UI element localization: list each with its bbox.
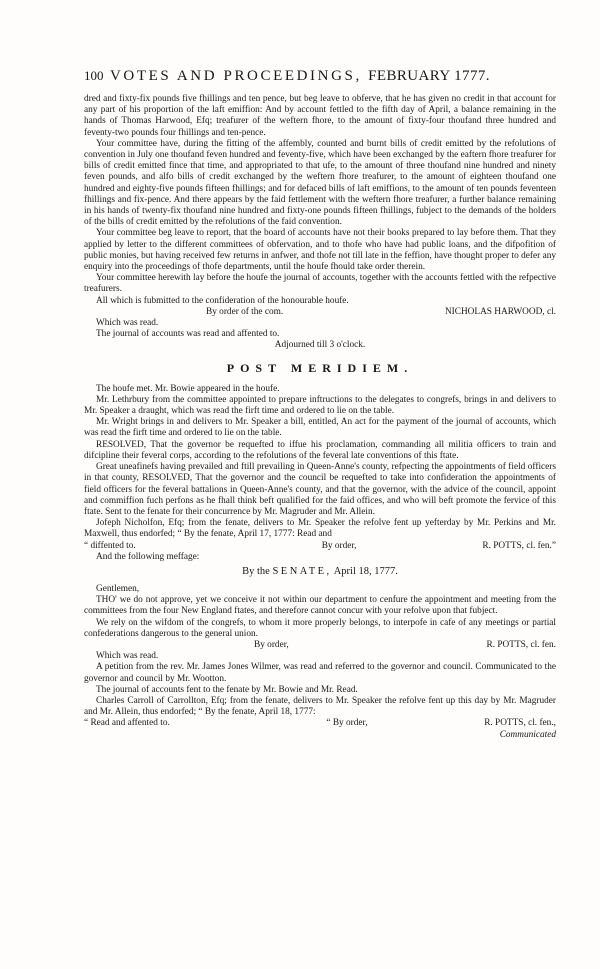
message-signature [84,640,556,651]
salutation: Gentlemen, [96,583,140,594]
proceeding-paragraph: A petition from the rev. Mr. James Jones Wilmer, was read and referred to the governor and council. Communicated to the governor and council by Mr. Wootton. [84,662,556,684]
adjourned-line: Adjourned till 3 o'clock. [274,340,366,351]
by-order-text: By order of the com. [206,306,284,317]
catchword: Communicated [499,729,556,740]
assented-text: “ Read and affented to. [84,718,170,729]
which-was-read: Which was read. [96,318,159,329]
committee-signature [84,307,556,318]
running-title [110,68,490,85]
dissented-line [84,541,556,552]
proceeding-paragraph: Mr. Lethrbury from the committee appointed to prepare inftructions to the delegates to congrefs, brings in and delivers to Mr. Speaker a draught, which was read the firft time and ordered to lie on the table. [84,394,556,417]
proceeding-paragraph: The houfe met. Mr. Bowie appeared in the houfe. [96,383,280,394]
page-header [84,68,556,90]
signer-name: R. POTTS, cl. fen.” [482,540,556,551]
closing-proceedings [84,651,556,718]
proceeding-paragraph: Charles Carroll of Carrollton, Efq; from the fenate, delivers to Mr. Speaker the refolve fent up this day by Mr. Magruder and Mr. Allein, thus endorfed; “ By the fenate, April 18, 1777: [84,695,556,718]
report-paragraph: Your committee have, during the fitting of the affembly, counted and burnt bills of credit emitted by the refolutions of convention in July one thoufand feven hundred and feventy-five, which have been exchanged by the eaftern fhore treafurer for bills of credit emitted fince that time, and appropriated to that ufe, to the amount of three thoufand nine hundred and ninety feven pounds, and alfo bills of credit exchanged by the weftern fhore treafurer, to the amount of eighteen thoufand one hundred and eighty-five pounds fifteen fhillings; and for defaced bills of laft emiffions, to the amount of ten pounds feventeen fhillings and fix-pence. And there appears by the faid fettlement with the weftern fhore treafurer, a further balance remaining in his hands of twenty-fix thoufand nine hundred and fixty-one pounds fifteen fhillings, fubject to the demands of the holders of the bills of credit emitted by the refolutions of the faid convention. [84,138,556,228]
dissented-text: “ diffented to. [84,540,136,551]
proceeding-paragraph: Mr. Wright brings in and delivers to Mr. Speaker a bill, entitled, An act for the payment of the journal of accounts, which was read the firft time and ordered to lie on the table. [84,417,556,439]
proceeding-paragraph: Jofeph Nicholfon, Efq; from the fenate, delivers to Mr. Speaker the refolve fent up yefterday by Mr. Perkins and Mr. Maxwell, thus endorfed; “ By the fenate, April 17, 1777: Read and [84,518,556,540]
by-order-text: By order, [254,639,289,650]
senate-heading-senate: SENATE, [272,565,332,577]
following-message: And the following meffage: [96,551,200,562]
running-title-text: VOTES AND PROCEEDINGS, [110,68,362,84]
message-paragraph: THO' we do not approve, yet we conceive it not within our department to cenfure the appointment and meeting from the committees from the four New England ftates, and therefore cannot concur with your refolve upon that fubject. [84,595,556,617]
page-number: 100 [84,68,104,83]
report-paragraph: Your committee herewith lay before the houfe the journal of accounts, together with the accounts fettled with the refpective treafurers. [84,273,556,295]
catchword-row [84,730,556,741]
senate-heading-date: April 18, 1777. [333,565,398,577]
journal-assented: The journal of accounts was read and affented to. [96,329,280,340]
afternoon-proceedings [84,384,556,541]
report-paragraph: All which is fubmitted to the confideration of the honourable houfe. [96,295,349,306]
senate-heading [84,565,556,579]
signer-name: R. POTTS, cl. fen. [486,639,556,650]
proceeding-paragraph: The journal of accounts fent to the fenate by Mr. Bowie and Mr. Read. [96,684,358,695]
signer-name: R. POTTS, cl. fen., [484,718,556,729]
committee-report [84,94,556,307]
signer-name: NICHOLAS HARWOOD, cl. [444,306,556,317]
message-paragraph: We rely on the wifdom of the congrefs, to whom it more properly belongs, to interpofe in cafe of any meetings or partial confederations dangerous to the general union. [84,617,556,639]
proceeding-paragraph: Great uneafinefs having prevailed and ftill prevailing in Queen-Anne's county, refpecting the appointments of field officers in that county, RESOLVED, That the governor and the council be requefted to take into confideration the appointments of field officers for the feveral battalions in Queen-Anne's county, and that the governor, with the advice of the council, appoint and commiffion fuch perfons as he fhall think beft qualified for the faid offices, and who will beft promote the fervice of this ftate. Sent to the fenate for their concurrence by Mr. Magruder and Mr. Allein. [84,462,556,517]
by-order-text: “ By order, [326,718,368,729]
running-title-date: FEBRUARY 1777. [368,68,490,84]
assented-line [84,718,556,729]
section-heading: POST MERIDIEM. [226,360,414,375]
resolved-paragraph: RESOLVED, That the governor be requefted to iffue his proclamation, commanding all militia officers to train and difcipline their feveral corps, according to the refolutions of the feveral late conventions of this ftate. [84,439,556,461]
by-order-text: By order, [321,540,357,551]
report-paragraph: Your committee beg leave to report, that the board of accounts have not their books prepared to lay before them. That they applied by letter to the different committees of obfervation, and to thofe who have had public loans, and the difpofition of public monies, but having received few returns in anfwer, and thofe not till late in the feffion, have thought proper to defer any enquiry into the proceedings of thofe departments, until the houfe fhould take order therein. [84,228,556,273]
senate-heading-by: By the [242,565,270,577]
report-paragraph: dred and fixty-fix pounds five fhillings and ten pence, but beg leave to obferve, that he has given no credit in that account for any part of his proportion of the laft emiffion: And by account fettled to the fifth day of April, a balance remaining in the hands of Thomas Harwood, Efq; treafurer of the weftern fhore, to the amount of fixty-four thoufand three hundred and feventy-two pounds four fhillings and ten-pence. [84,94,556,138]
proceeding-paragraph: Which was read. [96,651,159,662]
